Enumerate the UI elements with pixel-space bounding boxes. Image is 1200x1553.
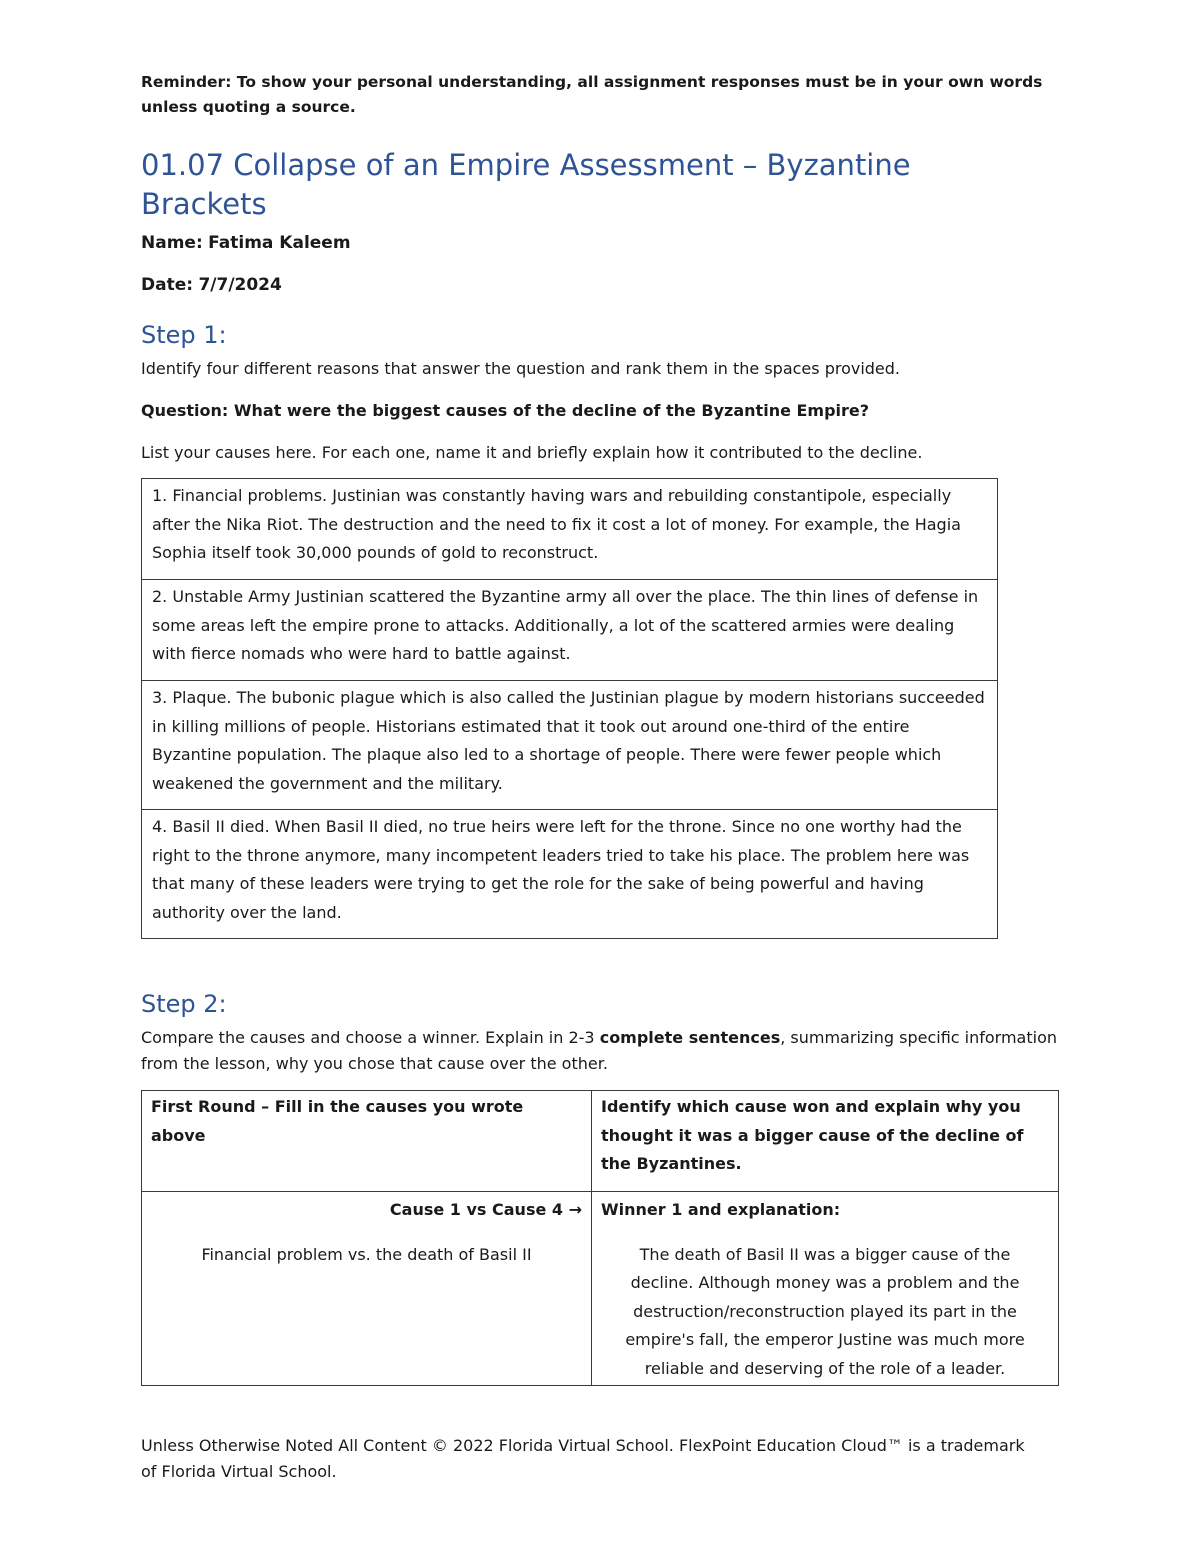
step1-question: Question: What were the biggest causes of the decline of the Byzantine Empire? bbox=[141, 401, 870, 420]
step2-instruction-before: Compare the causes and choose a winner. Explain in 2-3 bbox=[141, 1028, 600, 1047]
name-value: Fatima Kaleem bbox=[208, 233, 351, 253]
step1-heading: Step 1: bbox=[141, 321, 227, 349]
name-label: Name: bbox=[141, 233, 203, 253]
cause-1-cell[interactable]: 1. Financial problems. Justinian was constantly having wars and rebuilding constantipole, especially after the Nika Riot. The destruction and the need to fix it cost a lot of money. For example, the Hagia Sophia itself took 30,000 pounds of gold to reconstruct. bbox=[142, 479, 998, 580]
table-row bbox=[142, 580, 998, 681]
round1-matchup-desc: Financial problem vs. the death of Basil II bbox=[201, 1244, 532, 1264]
bracket-table bbox=[141, 1090, 1059, 1386]
causes-table bbox=[141, 478, 998, 939]
table-header-row bbox=[142, 1091, 1059, 1192]
round1-matchup-cell[interactable] bbox=[142, 1192, 592, 1386]
round1-matchup: Cause 1 vs Cause 4 → bbox=[389, 1200, 582, 1219]
date-line bbox=[141, 272, 1061, 298]
table-row bbox=[142, 1192, 1059, 1386]
table-row bbox=[142, 810, 998, 939]
reminder-text: To show your personal understanding, all assignment responses must be in your own words unless quoting a source. bbox=[141, 73, 1043, 116]
date-value: 7/7/2024 bbox=[198, 275, 282, 295]
copyright-footer: Unless Otherwise Noted All Content © 2022 Florida Virtual School. FlexPoint Education Cloud™ is a trademark of Florida Virtual School. bbox=[141, 1436, 1025, 1481]
round1-winner-text: The death of Basil II was a bigger cause of the decline. Although money was a problem and the destruction/reconstruction played its part in the empire's fall, the emperor Justine was much more reliable and deserving of the role of a leader. bbox=[625, 1244, 1025, 1378]
name-line bbox=[141, 230, 1061, 256]
round1-winner-label: Winner 1 and explanation: bbox=[601, 1200, 841, 1219]
document-page bbox=[141, 70, 1061, 1386]
reminder-label: Reminder: bbox=[141, 73, 232, 91]
step1-instruction: Identify four different reasons that answer the question and rank them in the spaces provided. bbox=[141, 359, 901, 378]
reminder-note bbox=[141, 70, 1061, 120]
step2-heading: Step 2: bbox=[141, 990, 227, 1018]
step2-instruction-bold: complete sentences bbox=[599, 1028, 781, 1047]
step2-instruction bbox=[141, 1025, 1061, 1077]
table-row bbox=[142, 479, 998, 580]
round1-winner-cell[interactable] bbox=[592, 1192, 1059, 1386]
table-row bbox=[142, 681, 998, 810]
cause-2-cell[interactable]: 2. Unstable Army Justinian scattered the Byzantine army all over the place. The thin lines of defense in some areas left the empire prone to attacks. Additionally, a lot of the scattered armies were dealing with fierce nomads who were hard to battle against. bbox=[142, 580, 998, 681]
header-left: First Round – Fill in the causes you wrote above bbox=[142, 1091, 592, 1192]
cause-3-cell[interactable]: 3. Plaque. The bubonic plague which is also called the Justinian plague by modern historians succeeded in killing millions of people. Historians estimated that it took out around one-third of the entire Byzantine population. The plaque also led to a shortage of people. There were fewer people which weakened the government and the military. bbox=[142, 681, 998, 810]
date-label: Date: bbox=[141, 275, 194, 295]
step2-instruction-after: , summarizing specific information from the lesson, why you chose that cause over the other. bbox=[141, 1028, 1057, 1073]
header-right: Identify which cause won and explain why you thought it was a bigger cause of the decline of the Byzantines. bbox=[592, 1091, 1059, 1192]
page-title: 01.07 Collapse of an Empire Assessment – Byzantine Brackets bbox=[141, 148, 911, 221]
step1-list-prompt: List your causes here. For each one, name it and briefly explain how it contributed to the decline. bbox=[141, 443, 923, 462]
cause-4-cell[interactable]: 4. Basil II died. When Basil II died, no true heirs were left for the throne. Since no one worthy had the right to the throne anymore, many incompetent leaders tried to take his place. The problem here was that many of these leaders were trying to get the role for the sake of being powerful and having authority over the land. bbox=[142, 810, 998, 939]
